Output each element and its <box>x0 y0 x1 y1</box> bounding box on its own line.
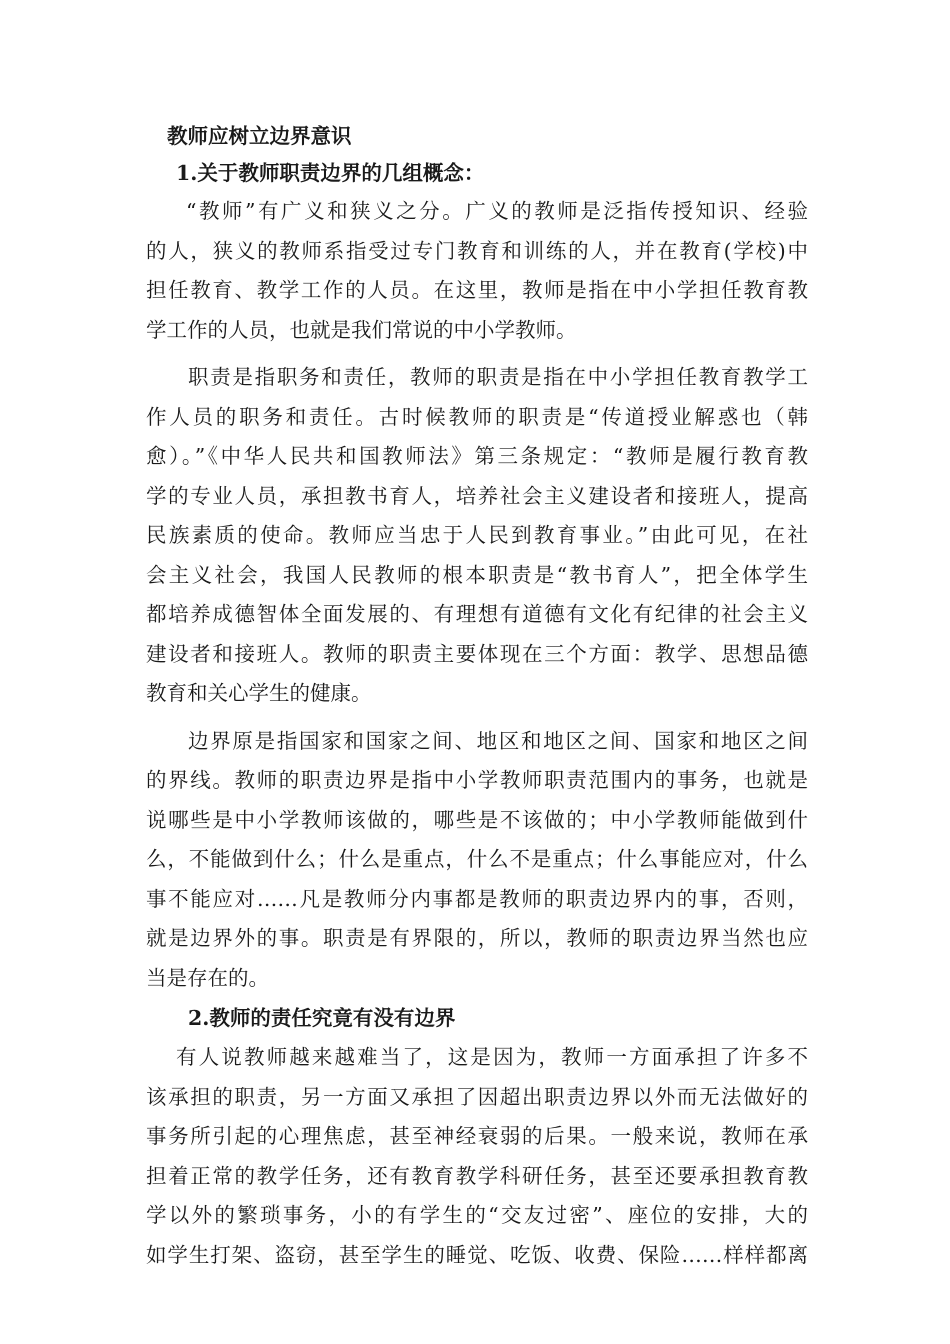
paragraph-line: 会主义社会，我国人民教师的根本职责是“教书育人”，把全体学生 <box>146 562 808 587</box>
paragraph-line: 事务所引起的心理焦虑，甚至神经衰弱的后果。一般来说，教师在承 <box>146 1124 808 1148</box>
paragraph-teacher-definition <box>146 192 808 350</box>
document-page <box>146 118 808 1275</box>
paragraph-line: 民族素质的使命。教师应当忠于人民到教育事业。”由此可见，在社 <box>146 523 808 547</box>
section-2-heading: 2.教师的责任究竟有没有边界 <box>188 1006 456 1030</box>
section-1-heading: 1.关于教师职责边界的几组概念： <box>176 161 485 185</box>
paragraph-line: 职责是指职务和责任，教师的职责是指在中小学担任教育教学工 <box>188 365 808 389</box>
paragraph-line: 如学生打架、盗窃，甚至学生的睡觉、吃饭、收费、保险……样样都离 <box>146 1242 808 1267</box>
paragraph-line: 事不能应对……凡是教师分内事都是教师的职责边界内的事，否则， <box>146 886 808 911</box>
paragraph-line: 都培养成德智体全面发展的、有理想有道德有文化有纪律的社会主义 <box>146 602 808 626</box>
paragraph-line: 建设者和接班人。教师的职责主要体现在三个方面：教学、思想品德 <box>146 641 808 666</box>
paragraph-line: 的人，狭义的教师系指受过专门教育和训练的人，并在教育(学校)中 <box>146 238 808 263</box>
paragraph-line: 边界原是指国家和国家之间、地区和地区之间、国家和地区之间 <box>188 728 808 753</box>
paragraph-line: 担着正常的教学任务，还有教育教学科研任务，甚至还要承担教育教 <box>146 1163 808 1188</box>
paragraph-line: 有人说教师越来越难当了，这是因为，教师一方面承担了许多不 <box>176 1045 808 1069</box>
paragraph-boundary-definition <box>146 722 808 999</box>
paragraph-line: 就是边界外的事。职责是有界限的，所以，教师的职责边界当然也应 <box>146 926 808 950</box>
paragraph-line: 当是存在的。 <box>146 965 269 990</box>
paragraph-line: 说哪些是中小学教师该做的，哪些是不该做的；中小学教师能做到什 <box>146 807 808 832</box>
paragraph-line: 愈）。”《中华人民共和国教师法》第三条规定：“教师是履行教育教 <box>146 444 808 468</box>
paragraph-line: 教育和关心学生的健康。 <box>146 681 372 705</box>
paragraph-line: “教师”有广义和狭义之分。广义的教师是泛指传授知识、经验 <box>186 199 808 223</box>
paragraph-line: 该承担的职责，另一方面又承担了因超出职责边界以外而无法做好的 <box>146 1084 808 1109</box>
paragraph-line: 学工作的人员，也就是我们常说的中小学教师。 <box>146 317 577 342</box>
paragraph-line: 学以外的繁琐事务，小的有学生的“交友过密”、座位的安排，大的 <box>146 1203 808 1227</box>
paragraph-line: 学的专业人员，承担教书育人，培养社会主义建设者和接班人，提高 <box>146 483 808 508</box>
paragraph-line: 么，不能做到什么；什么是重点，什么不是重点；什么事能应对，什么 <box>146 847 808 871</box>
paragraph-responsibility <box>146 1038 808 1275</box>
paragraph-line: 的界线。教师的职责边界是指中小学教师职责范围内的事务，也就是 <box>146 768 808 792</box>
paragraph-line: 作人员的职务和责任。古时候教师的职责是“传道授业解惑也（韩 <box>146 404 808 429</box>
document-title: 教师应树立边界意识 <box>167 124 352 148</box>
paragraph-line: 担任教育、教学工作的人员。在这里，教师是指在中小学担任教育教 <box>146 278 808 302</box>
paragraph-duty-definition <box>146 358 808 714</box>
